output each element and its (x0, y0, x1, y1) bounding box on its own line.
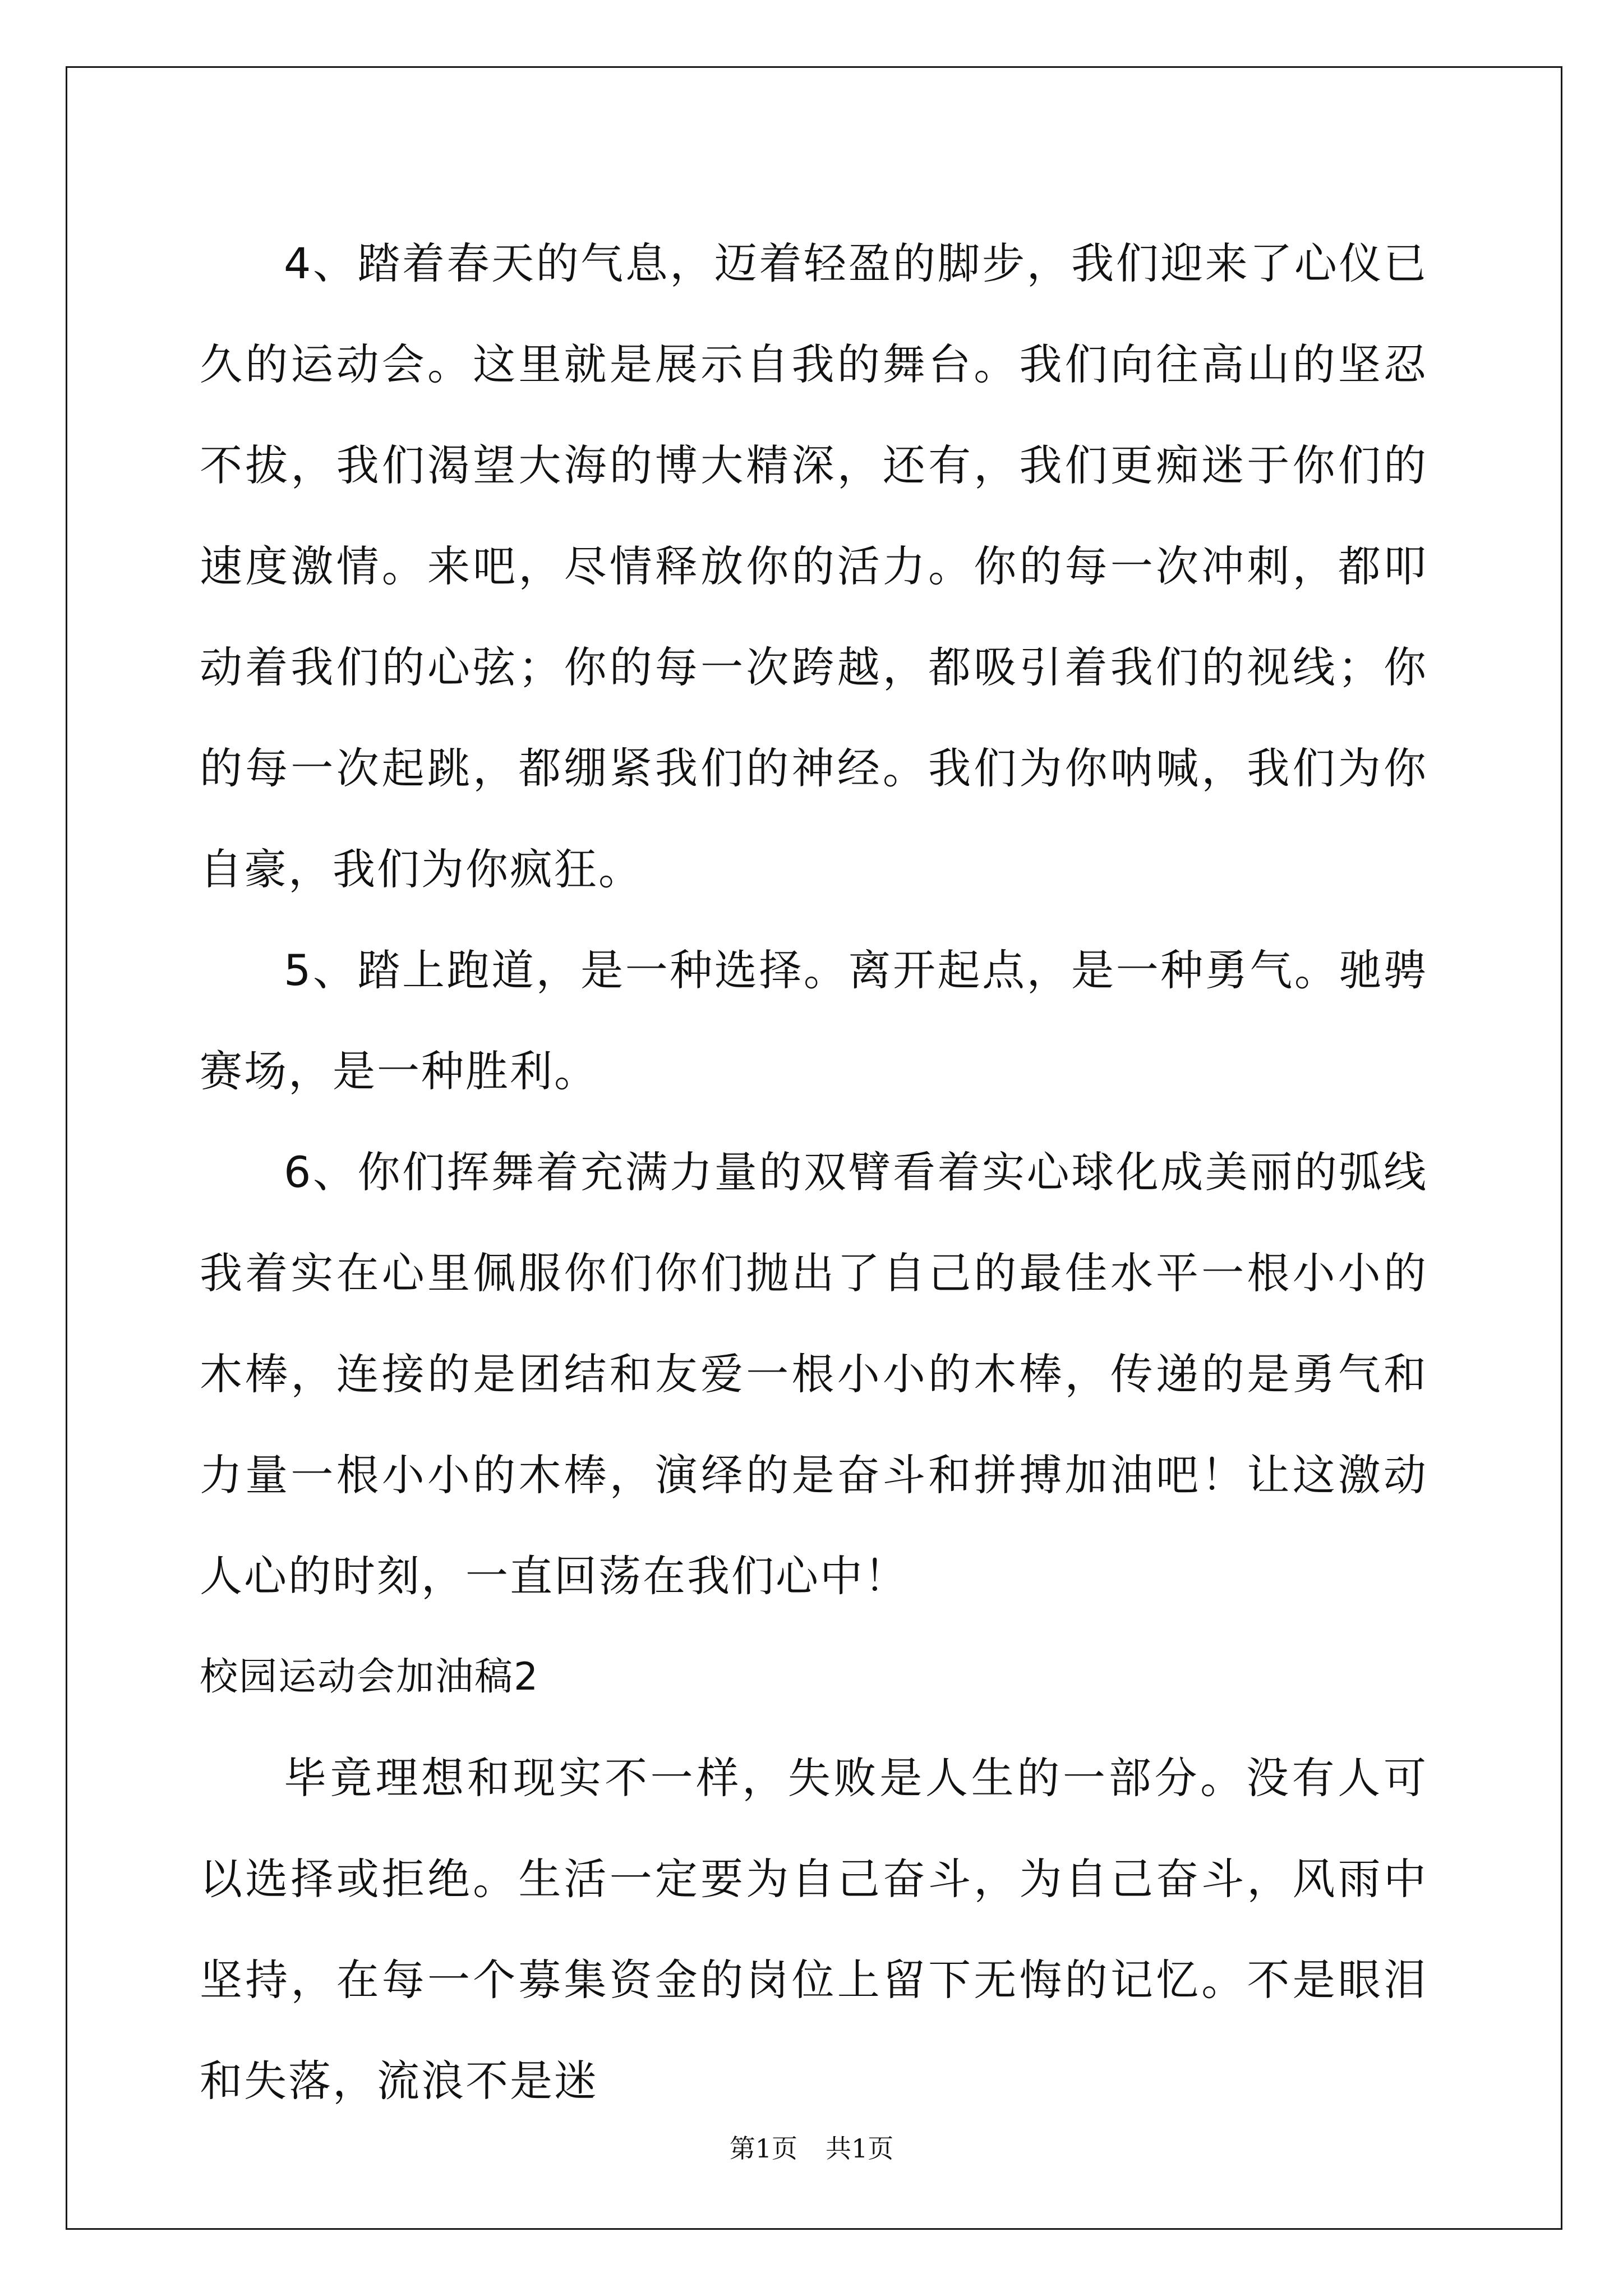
page-footer (0, 2132, 1623, 2165)
page-number: 第1页 (729, 2133, 797, 2164)
page-total: 共1页 (826, 2133, 894, 2164)
paragraph-5: 5、踏上跑道，是一种选择。离开起点，是一种勇气。驰骋赛场，是一种胜利。 (200, 945, 1428, 1096)
section-title: 校园运动会加油稿2 (200, 1655, 540, 1699)
paragraph-6: 6、你们挥舞着充满力量的双臂看着实心球化成美丽的弧线我着实在心里佩服你们你们抛出了自己的最佳水平一根小小的木棒，连接的是团结和友爱一根小小的木棒，传递的是勇气和力量一根小小的木棒，演绎的是奋斗和拼搏加油吧！让这激动人心的时刻，一直回荡在我们心中！ (200, 1147, 1428, 1601)
document-body (200, 213, 1428, 2132)
section-paragraph: 毕竟理想和现实不一样，失败是人生的一部分。没有人可以选择或拒绝。生活一定要为自己奋斗，为自己奋斗，风雨中坚持，在每一个募集资金的岗位上留下无悔的记忆。不是眼泪和失落，流浪不是迷 (200, 1753, 1428, 2106)
paragraph-4: 4、踏着春天的气息，迈着轻盈的脚步，我们迎来了心仪已久的运动会。这里就是展示自我的舞台。我们向往高山的坚忍不拔，我们渴望大海的博大精深，还有，我们更痴迷于你们的速度激情。来吧，尽情释放你的活力。你的每一次冲刺，都叩动着我们的心弦；你的每一次跨越，都吸引着我们的视线；你的每一次起跳，都绷紧我们的神经。我们为你呐喊，我们为你自豪，我们为你疯狂。 (200, 238, 1428, 894)
